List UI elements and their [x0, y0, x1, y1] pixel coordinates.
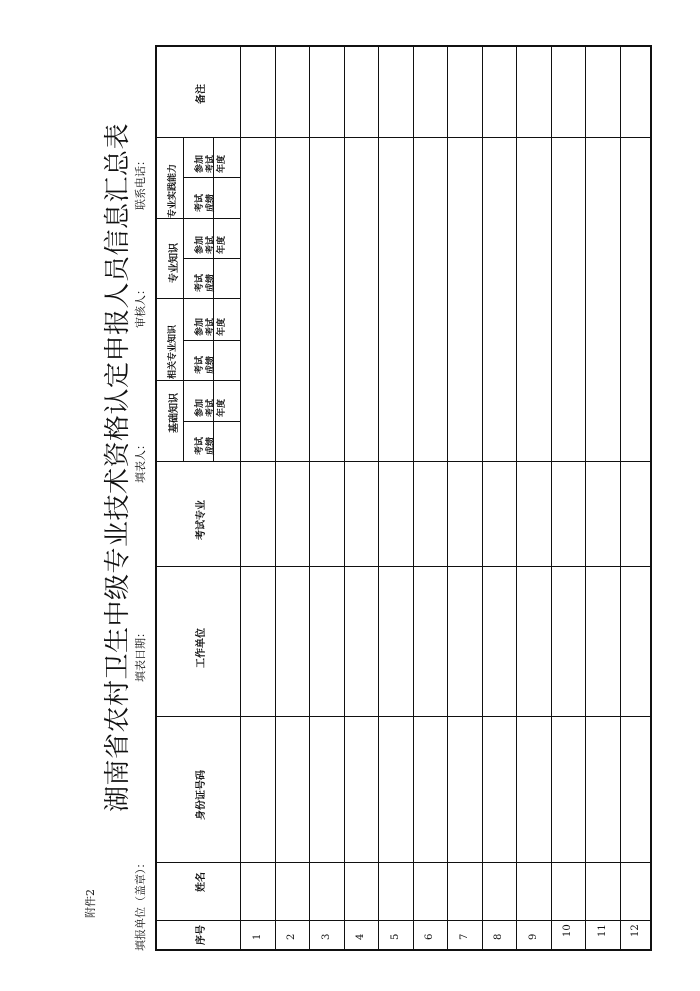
row-number: 3 [320, 933, 332, 940]
phone-label: 联系电话： [134, 155, 147, 210]
row-number: 11 [596, 924, 608, 937]
header-major: 考试专业 [196, 500, 207, 540]
grid-line [551, 45, 552, 951]
header-id: 身份证号码 [196, 770, 207, 820]
subheader-year: 参加 考试 年度 [195, 317, 227, 336]
grid-line [155, 862, 652, 863]
subheader-score: 考试 成绩 [195, 355, 216, 374]
date-label: 填表日期： [134, 627, 147, 682]
grid-line [309, 45, 310, 951]
grid-line [516, 45, 517, 951]
grid-line [183, 421, 240, 422]
row-number: 10 [562, 924, 573, 937]
header-practice: 专业实践能力 [168, 163, 178, 218]
header-name: 姓名 [196, 872, 207, 892]
grid-line [275, 45, 276, 951]
row-number: 8 [493, 933, 504, 940]
subheader-year: 参加 考试 年度 [195, 154, 227, 173]
subheader-year: 参加 考试 年度 [195, 235, 227, 254]
grid-line [183, 258, 240, 259]
grid-line [183, 340, 240, 341]
grid-line [344, 45, 345, 951]
subheader-score: 考试 成绩 [195, 436, 216, 455]
grid-line [240, 45, 241, 951]
grid-line [155, 566, 652, 567]
row-number: 4 [355, 933, 366, 940]
header-professional: 专业知识 [169, 243, 180, 283]
grid-line [183, 137, 184, 461]
subheader-score: 考试 成绩 [195, 273, 216, 292]
row-number: 1 [251, 933, 263, 940]
header-remarks: 备注 [196, 84, 207, 104]
grid-line [620, 45, 621, 951]
grid-line [183, 177, 240, 178]
grid-line [155, 461, 652, 462]
header-seq: 序号 [196, 925, 207, 945]
grid-line [155, 716, 652, 717]
grid-line [482, 45, 483, 951]
subheader-year: 参加 考试 年度 [195, 398, 227, 417]
grid-line [155, 380, 240, 381]
header-related: 相关专业知识 [168, 324, 178, 379]
grid-line [155, 137, 652, 138]
attachment-label: 附件2 [84, 889, 97, 918]
grid-line [155, 920, 652, 921]
grid-line [413, 45, 414, 951]
grid-line [585, 45, 586, 951]
row-number: 9 [527, 933, 539, 940]
header-employer: 工作单位 [196, 628, 207, 668]
grid-line [155, 218, 240, 219]
grid-line [155, 298, 240, 299]
row-number: 2 [286, 933, 297, 940]
header-basic: 基础知识 [169, 393, 180, 433]
row-number: 12 [630, 924, 641, 937]
unit-label: 填报单位（盖章）： [134, 857, 147, 951]
row-number: 6 [424, 933, 435, 940]
grid-line [447, 45, 448, 951]
document-title: 湖南省农村卫生中级专业技术资格认定申报人员信息汇总表 [103, 122, 133, 812]
row-number: 5 [389, 933, 401, 940]
grid-line [378, 45, 379, 951]
reviewer-label: 审核人： [134, 284, 147, 328]
row-number: 7 [458, 933, 470, 940]
filler-label: 填表人： [134, 439, 147, 483]
subheader-score: 考试 成绩 [195, 193, 216, 212]
